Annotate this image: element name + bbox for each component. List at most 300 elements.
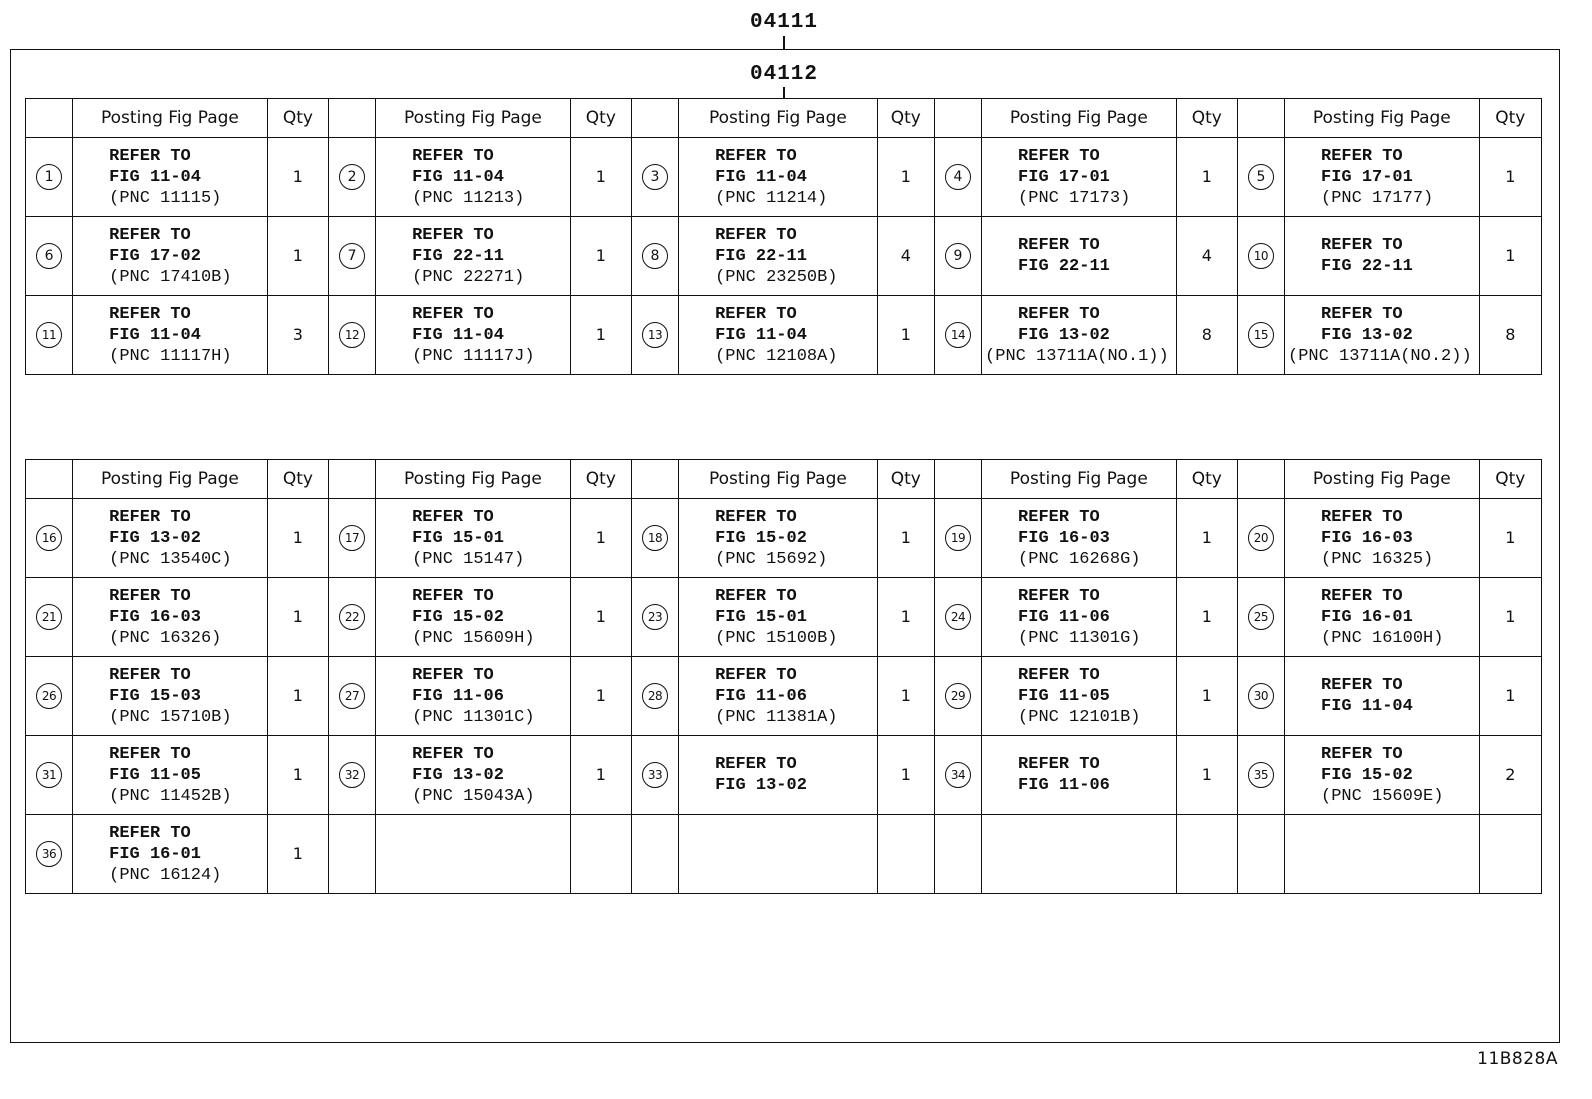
pnc-text: (PNC 17173): [1018, 188, 1131, 208]
refer-to-text: REFER TO: [715, 586, 797, 606]
item-number-cell: [26, 578, 73, 657]
header-qty: Qty: [570, 99, 631, 138]
qty-cell: [570, 657, 631, 736]
qty-value: 1: [292, 167, 303, 186]
item-number-circle: 7: [339, 243, 365, 269]
qty-cell: [1176, 296, 1237, 375]
refer-to-text: REFER TO: [412, 304, 494, 324]
posting-reference-cell: [679, 815, 878, 894]
item-number-cell: [631, 578, 678, 657]
qty-value: 1: [1201, 167, 1212, 186]
qty-value: 1: [1505, 528, 1516, 547]
pnc-text: (PNC 11301C): [412, 707, 535, 727]
posting-reference-cell: [679, 657, 878, 736]
item-number-circle: 21: [36, 604, 62, 630]
refer-to-text: REFER TO: [109, 665, 191, 685]
posting-reference-cell: [73, 499, 268, 578]
item-number-circle: 12: [339, 322, 365, 348]
refer-to-text: REFER TO: [109, 507, 191, 527]
posting-reference-cell: [73, 736, 268, 815]
fig-page-text: FIG 15-02: [715, 528, 807, 548]
item-number-circle: 36: [36, 841, 62, 867]
refer-to-text: REFER TO: [412, 225, 494, 245]
pnc-text: (PNC 15043A): [412, 786, 535, 806]
qty-value: 1: [1505, 167, 1516, 186]
qty-value: 1: [595, 325, 606, 344]
qty-value: 1: [900, 607, 911, 626]
fig-page-text: FIG 17-01: [1018, 167, 1110, 187]
item-number-cell: [934, 578, 981, 657]
fig-page-text: FIG 11-04: [1321, 697, 1413, 716]
qty-cell: [877, 296, 934, 375]
fig-page-text: FIG 11-04: [412, 167, 504, 187]
item-number-cell: [328, 815, 375, 894]
posting-reference-cell: [73, 578, 268, 657]
item-number-cell: [26, 296, 73, 375]
qty-value: 8: [1505, 325, 1516, 344]
posting-reference-cell: [982, 578, 1177, 657]
fig-page-text: FIG 13-02: [1018, 325, 1110, 345]
qty-value: 1: [900, 167, 911, 186]
header-blank: [631, 99, 678, 138]
header-qty: Qty: [1176, 460, 1237, 499]
fig-page-text: FIG 22-11: [715, 246, 807, 266]
fig-page-text: FIG 16-01: [109, 844, 201, 864]
item-number-cell: [934, 217, 981, 296]
table-row: [26, 138, 1542, 217]
header-blank: [934, 460, 981, 499]
item-number-cell: [328, 736, 375, 815]
pnc-text: (PNC 22271): [412, 267, 525, 287]
item-number-cell: [1237, 499, 1284, 578]
pnc-text: (PNC 16124): [109, 865, 222, 885]
pnc-text: (PNC 11213): [412, 188, 525, 208]
fig-page-text: FIG 16-03: [109, 607, 201, 627]
item-number-cell: [934, 499, 981, 578]
pnc-text: (PNC 13540C): [109, 549, 232, 569]
pnc-text: (PNC 15609H): [412, 628, 535, 648]
qty-value: 8: [1201, 325, 1212, 344]
qty-value: 1: [900, 765, 911, 784]
refer-to-text: REFER TO: [715, 225, 797, 245]
fig-page-text: FIG 22-11: [412, 246, 504, 266]
item-number-circle: 20: [1248, 525, 1274, 551]
fig-page-text: FIG 11-06: [1018, 776, 1110, 795]
item-number-cell: [1237, 217, 1284, 296]
pnc-text: (PNC 16326): [109, 628, 222, 648]
posting-reference-cell: [679, 578, 878, 657]
header-blank: [1237, 99, 1284, 138]
qty-cell: [570, 138, 631, 217]
posting-reference-cell: [679, 499, 878, 578]
posting-reference-cell: [982, 657, 1177, 736]
item-number-circle: 30: [1248, 683, 1274, 709]
header-blank: [631, 460, 678, 499]
header-posting-fig-page: Posting Fig Page: [982, 99, 1177, 138]
item-number-cell: [26, 736, 73, 815]
table-row: [26, 657, 1542, 736]
posting-reference-cell: [1285, 217, 1480, 296]
header-blank: [328, 460, 375, 499]
fig-page-text: FIG 22-11: [1018, 257, 1110, 276]
posting-reference-cell: [982, 138, 1177, 217]
posting-reference-cell: [1285, 736, 1480, 815]
item-number-cell: [631, 657, 678, 736]
refer-to-text: REFER TO: [109, 744, 191, 764]
header-posting-fig-page: Posting Fig Page: [376, 460, 571, 499]
item-number-cell: [328, 499, 375, 578]
figure-code: 11B828A: [1477, 1049, 1558, 1069]
qty-cell: [570, 499, 631, 578]
qty-cell: [570, 578, 631, 657]
item-number-circle: 3: [642, 164, 668, 190]
qty-cell: [1176, 217, 1237, 296]
qty-value: 1: [1505, 686, 1516, 705]
item-number-cell: [631, 499, 678, 578]
posting-reference-cell: [982, 296, 1177, 375]
item-number-cell: [1237, 815, 1284, 894]
item-number-cell: [934, 138, 981, 217]
item-number-cell: [631, 736, 678, 815]
qty-value: 1: [900, 686, 911, 705]
header-qty: Qty: [267, 99, 328, 138]
qty-cell: [877, 736, 934, 815]
qty-value: 1: [292, 607, 303, 626]
qty-value: 4: [1201, 246, 1212, 265]
item-number-cell: [328, 138, 375, 217]
qty-cell: [1176, 499, 1237, 578]
pnc-text: (PNC 15692): [715, 549, 828, 569]
qty-value: 1: [595, 167, 606, 186]
posting-reference-cell: [1285, 499, 1480, 578]
qty-cell: [877, 578, 934, 657]
pnc-text: (PNC 15147): [412, 549, 525, 569]
item-number-cell: [631, 138, 678, 217]
refer-to-text: REFER TO: [1321, 236, 1403, 255]
posting-reference-cell: [1285, 578, 1480, 657]
qty-value: 1: [292, 528, 303, 547]
outer-assembly-label: 04111: [749, 11, 819, 34]
refer-to-text: REFER TO: [412, 665, 494, 685]
refer-to-text: REFER TO: [1018, 507, 1100, 527]
item-number-circle: 27: [339, 683, 365, 709]
item-number-cell: [1237, 578, 1284, 657]
pnc-text: (PNC 12108A): [715, 346, 838, 366]
refer-to-text: REFER TO: [412, 744, 494, 764]
item-number-cell: [328, 578, 375, 657]
qty-value: 1: [292, 844, 303, 863]
fig-page-text: FIG 15-02: [1321, 765, 1413, 785]
refer-to-text: REFER TO: [1321, 744, 1403, 764]
posting-reference-cell: [982, 815, 1177, 894]
fig-page-text: FIG 11-04: [715, 325, 807, 345]
refer-to-text: REFER TO: [1321, 676, 1403, 695]
table-row: [26, 736, 1542, 815]
item-number-circle: 1: [36, 164, 62, 190]
item-number-circle: 32: [339, 762, 365, 788]
qty-value: 2: [1505, 765, 1516, 784]
inner-assembly-label: 04112: [749, 63, 819, 86]
header-posting-fig-page: Posting Fig Page: [73, 99, 268, 138]
posting-reference-cell: [73, 217, 268, 296]
refer-to-text: REFER TO: [1321, 586, 1403, 606]
header-posting-fig-page: Posting Fig Page: [679, 460, 878, 499]
item-number-cell: [26, 815, 73, 894]
pnc-text: (PNC 12101B): [1018, 707, 1141, 727]
item-number-circle: 17: [339, 525, 365, 551]
qty-value: 1: [595, 246, 606, 265]
header-qty: Qty: [570, 460, 631, 499]
qty-cell: [877, 815, 934, 894]
item-number-circle: 28: [642, 683, 668, 709]
posting-reference-cell: [376, 657, 571, 736]
item-number-circle: 19: [945, 525, 971, 551]
posting-reference-cell: [376, 578, 571, 657]
qty-cell: [267, 217, 328, 296]
posting-reference-cell: [376, 499, 571, 578]
fig-page-text: FIG 15-02: [412, 607, 504, 627]
header-blank: [934, 99, 981, 138]
item-number-cell: [1237, 736, 1284, 815]
table-row: [26, 296, 1542, 375]
refer-to-text: REFER TO: [1018, 304, 1100, 324]
qty-value: 1: [1505, 246, 1516, 265]
posting-reference-cell: [376, 296, 571, 375]
item-number-cell: [1237, 138, 1284, 217]
item-number-cell: [934, 815, 981, 894]
refer-to-text: REFER TO: [1018, 586, 1100, 606]
table-row: [26, 815, 1542, 894]
qty-cell: [1479, 657, 1541, 736]
qty-value: 1: [1201, 686, 1212, 705]
qty-value: 1: [1201, 607, 1212, 626]
refer-to-text: REFER TO: [109, 225, 191, 245]
item-number-circle: 4: [945, 164, 971, 190]
header-blank: [26, 99, 73, 138]
item-number-circle: 16: [36, 525, 62, 551]
fig-page-text: FIG 16-03: [1018, 528, 1110, 548]
item-number-circle: 18: [642, 525, 668, 551]
posting-reference-cell: [679, 736, 878, 815]
header-qty: Qty: [877, 99, 934, 138]
pnc-text: (PNC 11117H): [109, 346, 232, 366]
item-number-cell: [631, 217, 678, 296]
item-number-cell: [1237, 657, 1284, 736]
refer-to-text: REFER TO: [1018, 665, 1100, 685]
fig-page-text: FIG 15-01: [412, 528, 504, 548]
pnc-text: (PNC 16325): [1321, 549, 1434, 569]
qty-cell: [570, 296, 631, 375]
posting-reference-cell: [376, 815, 571, 894]
fig-page-text: FIG 11-04: [412, 325, 504, 345]
pnc-text: (PNC 16268G): [1018, 549, 1141, 569]
qty-value: 1: [1201, 765, 1212, 784]
item-number-cell: [1237, 296, 1284, 375]
item-number-circle: 10: [1248, 243, 1274, 269]
pnc-text: (PNC 15100B): [715, 628, 838, 648]
item-number-circle: 35: [1248, 762, 1274, 788]
fig-page-text: FIG 11-06: [412, 686, 504, 706]
item-number-circle: 22: [339, 604, 365, 630]
qty-value: 1: [1505, 607, 1516, 626]
pnc-text: (PNC 13711A(NO.1)): [985, 346, 1169, 366]
qty-cell: [1176, 736, 1237, 815]
fig-page-text: FIG 15-01: [715, 607, 807, 627]
fig-page-text: FIG 11-06: [1018, 607, 1110, 627]
qty-cell: [570, 217, 631, 296]
item-number-cell: [328, 296, 375, 375]
item-number-cell: [934, 657, 981, 736]
header-qty: Qty: [1176, 99, 1237, 138]
posting-reference-cell: [982, 736, 1177, 815]
pnc-text: (PNC 13711A(NO.2)): [1288, 346, 1472, 366]
fig-page-text: FIG 11-06: [715, 686, 807, 706]
pnc-text: (PNC 11381A): [715, 707, 838, 727]
refer-to-text: REFER TO: [1018, 236, 1100, 255]
pnc-text: (PNC 11117J): [412, 346, 535, 366]
refer-to-text: REFER TO: [412, 146, 494, 166]
header-qty: Qty: [1479, 460, 1541, 499]
header-blank: [26, 460, 73, 499]
item-number-circle: 25: [1248, 604, 1274, 630]
reference-table-bottom: [25, 459, 1542, 894]
pnc-text: (PNC 15710B): [109, 707, 232, 727]
header-qty: Qty: [1479, 99, 1541, 138]
refer-to-text: REFER TO: [715, 755, 797, 774]
refer-to-text: REFER TO: [412, 507, 494, 527]
qty-cell: [1479, 499, 1541, 578]
posting-reference-cell: [1285, 138, 1480, 217]
item-number-cell: [631, 815, 678, 894]
refer-to-text: REFER TO: [1018, 146, 1100, 166]
item-number-cell: [26, 657, 73, 736]
posting-reference-cell: [679, 138, 878, 217]
table-row: [26, 217, 1542, 296]
qty-cell: [1479, 296, 1541, 375]
header-posting-fig-page: Posting Fig Page: [1285, 460, 1480, 499]
item-number-cell: [934, 296, 981, 375]
header-qty: Qty: [267, 460, 328, 499]
posting-reference-cell: [73, 296, 268, 375]
posting-reference-cell: [73, 815, 268, 894]
pnc-text: (PNC 16100H): [1321, 628, 1444, 648]
item-number-circle: 23: [642, 604, 668, 630]
qty-cell: [267, 657, 328, 736]
pnc-text: (PNC 17177): [1321, 188, 1434, 208]
qty-cell: [1479, 217, 1541, 296]
refer-to-text: REFER TO: [109, 586, 191, 606]
posting-reference-cell: [982, 499, 1177, 578]
qty-value: 1: [900, 528, 911, 547]
fig-page-text: FIG 15-03: [109, 686, 201, 706]
fig-page-text: FIG 13-02: [412, 765, 504, 785]
qty-cell: [877, 657, 934, 736]
posting-reference-cell: [679, 217, 878, 296]
item-number-circle: 13: [642, 322, 668, 348]
refer-to-text: REFER TO: [1321, 507, 1403, 527]
qty-cell: [267, 815, 328, 894]
qty-cell: [267, 296, 328, 375]
refer-to-text: REFER TO: [109, 823, 191, 843]
refer-to-text: REFER TO: [715, 304, 797, 324]
header-posting-fig-page: Posting Fig Page: [376, 99, 571, 138]
qty-value: 1: [292, 765, 303, 784]
refer-to-text: REFER TO: [715, 146, 797, 166]
pnc-text: (PNC 17410B): [109, 267, 232, 287]
item-number-cell: [328, 217, 375, 296]
table-row: [26, 578, 1542, 657]
refer-to-text: REFER TO: [1018, 755, 1100, 774]
pnc-text: (PNC 11452B): [109, 786, 232, 806]
qty-cell: [877, 499, 934, 578]
item-number-circle: 31: [36, 762, 62, 788]
qty-cell: [267, 499, 328, 578]
qty-cell: [267, 578, 328, 657]
qty-cell: [1176, 578, 1237, 657]
posting-reference-cell: [1285, 657, 1480, 736]
refer-to-text: REFER TO: [412, 586, 494, 606]
refer-to-text: REFER TO: [1321, 304, 1403, 324]
qty-value: 3: [292, 325, 303, 344]
refer-to-text: REFER TO: [715, 507, 797, 527]
item-number-cell: [26, 499, 73, 578]
item-number-cell: [934, 736, 981, 815]
item-number-circle: 5: [1248, 164, 1274, 190]
fig-page-text: FIG 11-05: [109, 765, 201, 785]
header-blank: [1237, 460, 1284, 499]
pnc-text: (PNC 23250B): [715, 267, 838, 287]
posting-reference-cell: [73, 138, 268, 217]
pnc-text: (PNC 11115): [109, 188, 222, 208]
fig-page-text: FIG 11-04: [109, 167, 201, 187]
qty-cell: [1479, 815, 1541, 894]
posting-reference-cell: [982, 217, 1177, 296]
qty-value: 1: [595, 765, 606, 784]
qty-cell: [1479, 578, 1541, 657]
header-qty: Qty: [877, 460, 934, 499]
refer-to-text: REFER TO: [1321, 146, 1403, 166]
fig-page-text: FIG 16-01: [1321, 607, 1413, 627]
fig-page-text: FIG 11-04: [109, 325, 201, 345]
header-blank: [328, 99, 375, 138]
fig-page-text: FIG 22-11: [1321, 257, 1413, 276]
refer-to-text: REFER TO: [109, 146, 191, 166]
item-number-circle: 33: [642, 762, 668, 788]
outer-leader-line: [783, 36, 785, 49]
pnc-text: (PNC 15609E): [1321, 786, 1444, 806]
item-number-circle: 9: [945, 243, 971, 269]
qty-value: 1: [1201, 528, 1212, 547]
item-number-cell: [631, 296, 678, 375]
item-number-circle: 8: [642, 243, 668, 269]
item-number-circle: 34: [945, 762, 971, 788]
item-number-cell: [26, 217, 73, 296]
qty-value: 4: [900, 246, 911, 265]
item-number-circle: 14: [945, 322, 971, 348]
fig-page-text: FIG 17-02: [109, 246, 201, 266]
qty-value: 1: [595, 528, 606, 547]
qty-cell: [570, 815, 631, 894]
header-posting-fig-page: Posting Fig Page: [982, 460, 1177, 499]
qty-cell: [1176, 138, 1237, 217]
fig-page-text: FIG 17-01: [1321, 167, 1413, 187]
item-number-circle: 6: [36, 243, 62, 269]
posting-reference-cell: [1285, 296, 1480, 375]
qty-value: 1: [595, 686, 606, 705]
qty-value: 1: [292, 686, 303, 705]
posting-reference-cell: [376, 138, 571, 217]
posting-reference-cell: [376, 217, 571, 296]
